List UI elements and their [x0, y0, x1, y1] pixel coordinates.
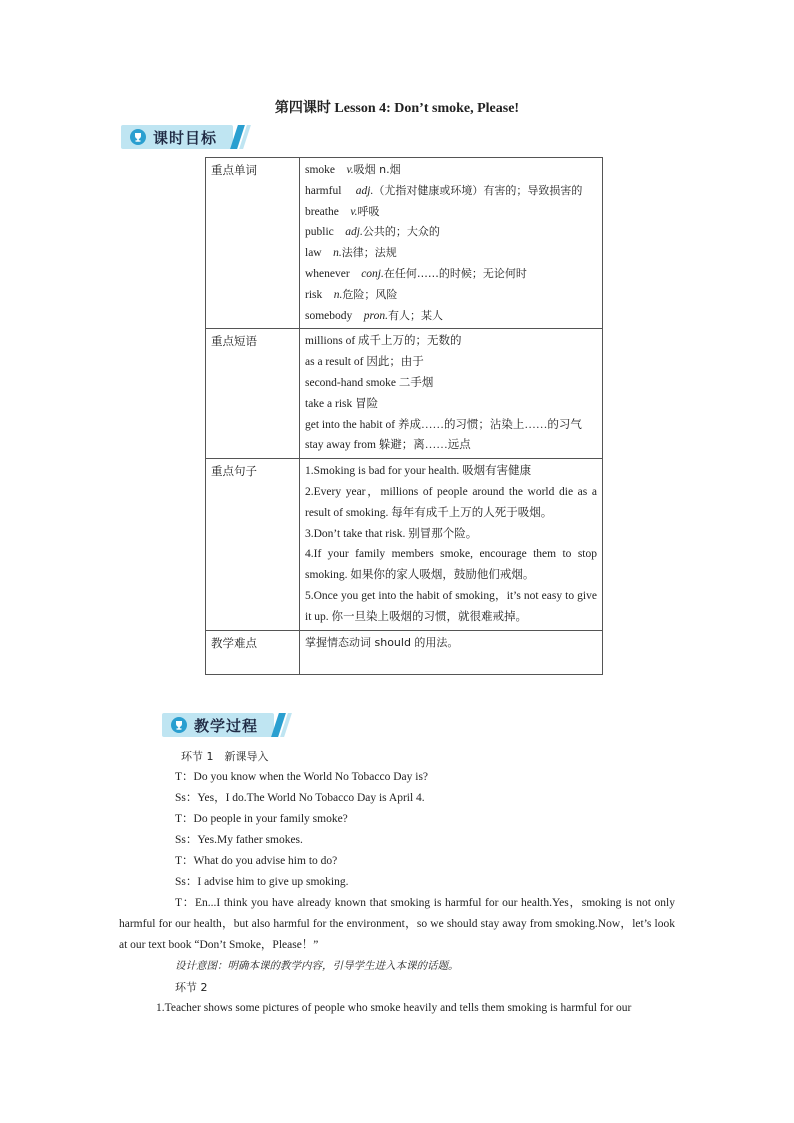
phrase-item: millions of 成千上万的；无数的 [305, 335, 462, 348]
phrase-item: second-hand smoke 二手烟 [305, 376, 434, 389]
banner-label: 课时目标 [153, 129, 218, 147]
dialogue-line: T：Do people in your family smoke? [175, 813, 348, 825]
dialogue-line: Ss：Yes，I do.The World No Tobacco Day is April 4. [175, 792, 425, 804]
difficulty-cell: 掌握情态动词 should 的用法。 [300, 630, 603, 674]
section-banner-process [162, 713, 292, 737]
step2-item: 1.Teacher shows some pictures of people who smoke heavily and tells them smoking is harmful for our [156, 1002, 632, 1014]
sentence-cell [300, 459, 603, 630]
phrase-item: stay away from 躲避；离……远点 [305, 439, 471, 452]
difficulty-header: 教学难点 [206, 630, 300, 674]
phrase-item: get into the habit of 养成……的习惯；沾染上……的习气 [305, 418, 582, 431]
sentence-item: 4.If your family members smoke, encourage them to stop smoking. 如果你的家人吸烟，鼓励他们戒烟。 [305, 548, 597, 582]
phrase-header: 重点短语 [206, 329, 300, 459]
trophy-icon [130, 129, 146, 145]
phrase-item: as a result of 因此；由于 [305, 356, 424, 369]
dialogue-line: T：Do you know when the World No Tobacco Day is? [175, 771, 429, 783]
table-row [206, 459, 603, 630]
dialogue-line: T：What do you advise him to do? [175, 855, 338, 867]
sentence-item: 1.Smoking is bad for your health. 吸烟有害健康 [305, 465, 532, 478]
phrase-cell [300, 329, 603, 459]
dialogue-line: Ss：Yes.My father smokes. [175, 834, 303, 846]
intro-paragraph: T：En...I think you have already known that smoking is harmful for our health.Yes，smoking is not only harmful for our health，but also harmful for the environment，so we should stay away from smoking.Now，let’s look at our text book “Don’t Smoke，Please！” [119, 897, 675, 951]
teaching-process [119, 746, 675, 1019]
lesson-goals-table [205, 157, 603, 675]
dialogue-line: Ss：I advise him to give up smoking. [175, 876, 349, 888]
step2-heading: 环节 2 [175, 981, 208, 994]
phrase-item: take a risk 冒险 [305, 397, 379, 410]
sentence-item: 5.Once you get into the habit of smoking，it’s not easy to give it up. 你一旦染上吸烟的习惯，就很难戒掉。 [305, 589, 597, 623]
page-title: 第四课时 Lesson 4: Don’t smoke, Please! [274, 101, 520, 116]
table-row [206, 329, 603, 459]
vocab-cell: smoke v.吸烟 n.烟 harmful adj.（尤指对健康或环境）有害的；导致损害的 breathe v.呼吸 public adj.公共的；大众的 law n.法律；法规 whenever conj.在任何……的时候；无论何时 risk n.危险；风险 somebody pron.有人；某人 [300, 158, 603, 329]
sentence-item: 2.Every year，millions of people around the world die as a result of smoking. 每年有成千上万的人死于吸烟。 [305, 485, 597, 519]
trophy-icon [171, 717, 187, 733]
vocab-header: 重点单词 [206, 158, 300, 329]
section-banner-goals [121, 125, 251, 149]
table-row [206, 158, 603, 329]
table-row [206, 630, 603, 674]
sentence-item: 3.Don’t take that risk. 别冒那个险。 [305, 527, 478, 540]
step1-heading: 环节 1 新课导入 [181, 750, 269, 763]
banner-label: 教学过程 [194, 717, 259, 735]
sentence-header: 重点句子 [206, 459, 300, 630]
design-intent: 设计意图：明确本课的教学内容，引导学生进入本课的话题。 [175, 960, 459, 972]
